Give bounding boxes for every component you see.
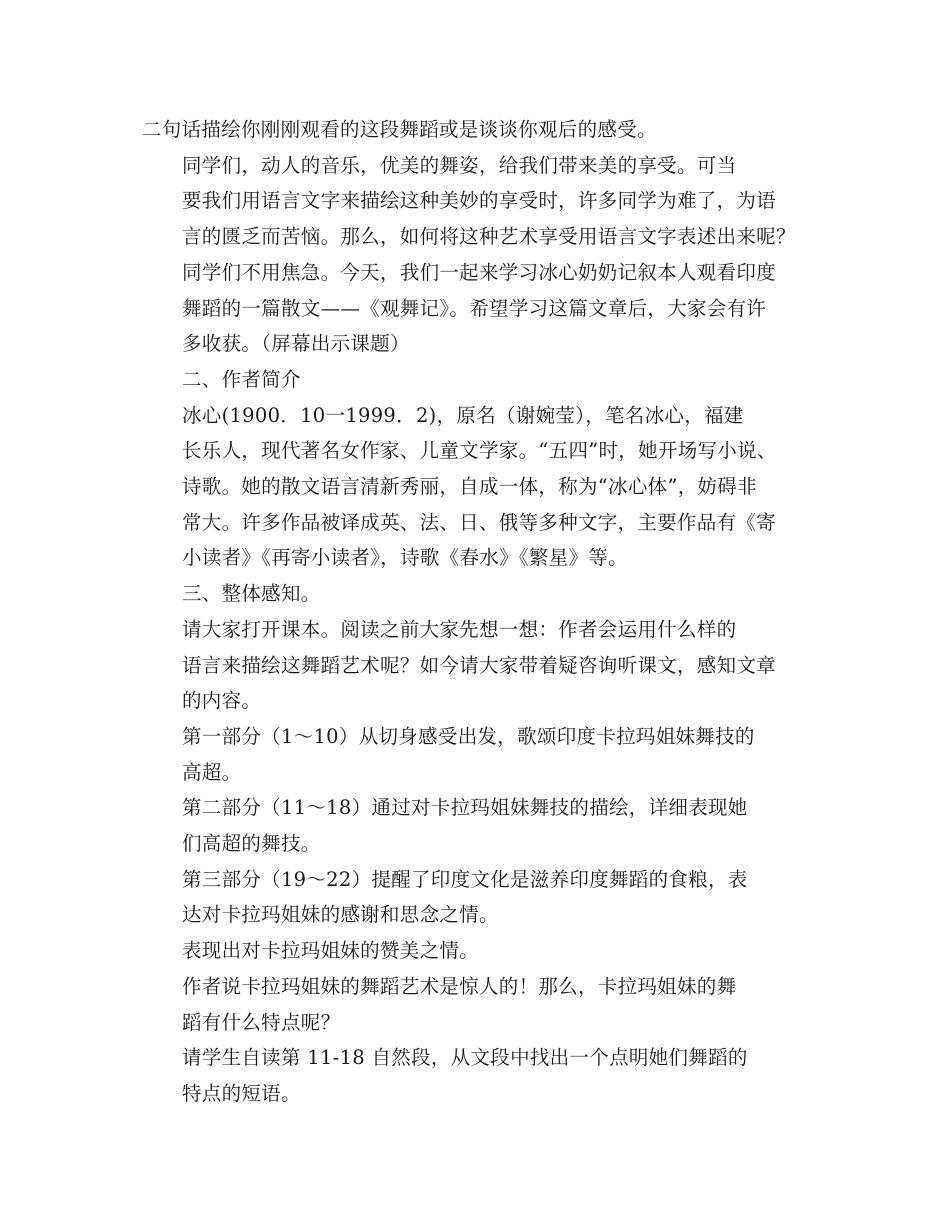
text-line: 冰心(1900．10一1999．2)，原名（谢婉莹），笔名冰心，福建 — [181, 403, 744, 427]
text-line: 二、作者简介 — [181, 367, 301, 391]
paragraph — [142, 362, 814, 398]
text-line: 第二部分（11～18）通过对卡拉玛姐妹舞技的描绘，详细表现她 — [181, 796, 748, 820]
paragraph — [142, 112, 814, 148]
text-line: 诗歌。她的散文语言清新秀丽，自成一体，称为“冰心体”，妨碍非 — [181, 475, 757, 499]
text-line: 长乐人，现代著名女作家、儿童文学家。“五四”时，她开场写小说、 — [181, 439, 777, 463]
text-line: 语言来描绘这舞蹈艺术呢？如今请大家带着疑咨询听课文，感知文章 — [181, 653, 776, 677]
text-line: 三、整体感知。 — [181, 582, 321, 606]
paragraph — [142, 790, 814, 861]
paragraph — [142, 398, 814, 577]
text-line: 请大家打开课本。阅读之前大家先想一想：作者会运用什么样的 — [181, 617, 737, 641]
text-line: 常大。许多作品被译成英、法、日、俄等多种文字，主要作品有《寄 — [181, 510, 776, 534]
paragraph — [142, 969, 814, 1040]
text-line: 言的匮乏而苦恼。那么，如何将这种艺术享受用语言文字表述出来呢？ — [181, 225, 796, 249]
paragraph — [142, 719, 814, 790]
text-line: 的内容。 — [181, 689, 262, 713]
text-line: 作者说卡拉玛姐妹的舞蹈艺术是惊人的！那么，卡拉玛姐妹的舞 — [181, 974, 737, 998]
paragraph — [142, 612, 814, 719]
text-line: 同学们不用焦急。今天，我们一起来学习冰心奶奶记叙本人观看印度 — [181, 260, 776, 284]
paragraph — [142, 576, 814, 612]
text-line: 蹈有什么特点呢？ — [181, 1010, 341, 1034]
text-line: 同学们，动人的音乐，优美的舞姿，给我们带来美的享受。可当 — [181, 153, 737, 177]
text-line: 高超。 — [181, 760, 242, 784]
text-line: 舞蹈的一篇散文——《观舞记》。希望学习这篇文章后，大家会有许 — [181, 296, 767, 320]
document-body — [142, 112, 814, 1112]
text-line: 小读者》《再寄小读者》，诗歌《春水》《繁星》等。 — [181, 546, 628, 570]
text-line: 请学生自读第 11-18 自然段，从文段中找出一个点明她们舞蹈的 — [181, 1046, 748, 1070]
paragraph — [142, 1040, 814, 1111]
paragraph — [142, 862, 814, 933]
text-line: 第一部分（1～10）从切身感受出发，歌颂印度卡拉玛姐妹舞技的 — [181, 724, 755, 748]
text-line: 二句话描绘你刚刚观看的这段舞蹈或是谈谈你观后的感受。 — [142, 118, 657, 141]
text-line: 达对卡拉玛姐妹的感谢和思念之情。 — [181, 903, 499, 927]
text-line: 们高超的舞技。 — [181, 832, 321, 856]
text-line: 特点的短语。 — [181, 1081, 301, 1105]
paragraph — [142, 148, 814, 362]
text-line: 表现出对卡拉玛姐妹的赞美之情。 — [181, 939, 479, 963]
text-line: 第三部分（19～22）提醒了印度文化是滋养印度舞蹈的食粮，表 — [181, 867, 748, 891]
text-line: 多收获。（屏幕出示课题） — [181, 332, 410, 356]
paragraph — [142, 933, 814, 969]
text-line: 要我们用语言文字来描绘这种美妙的享受时，许多同学为难了，为语 — [181, 189, 776, 213]
